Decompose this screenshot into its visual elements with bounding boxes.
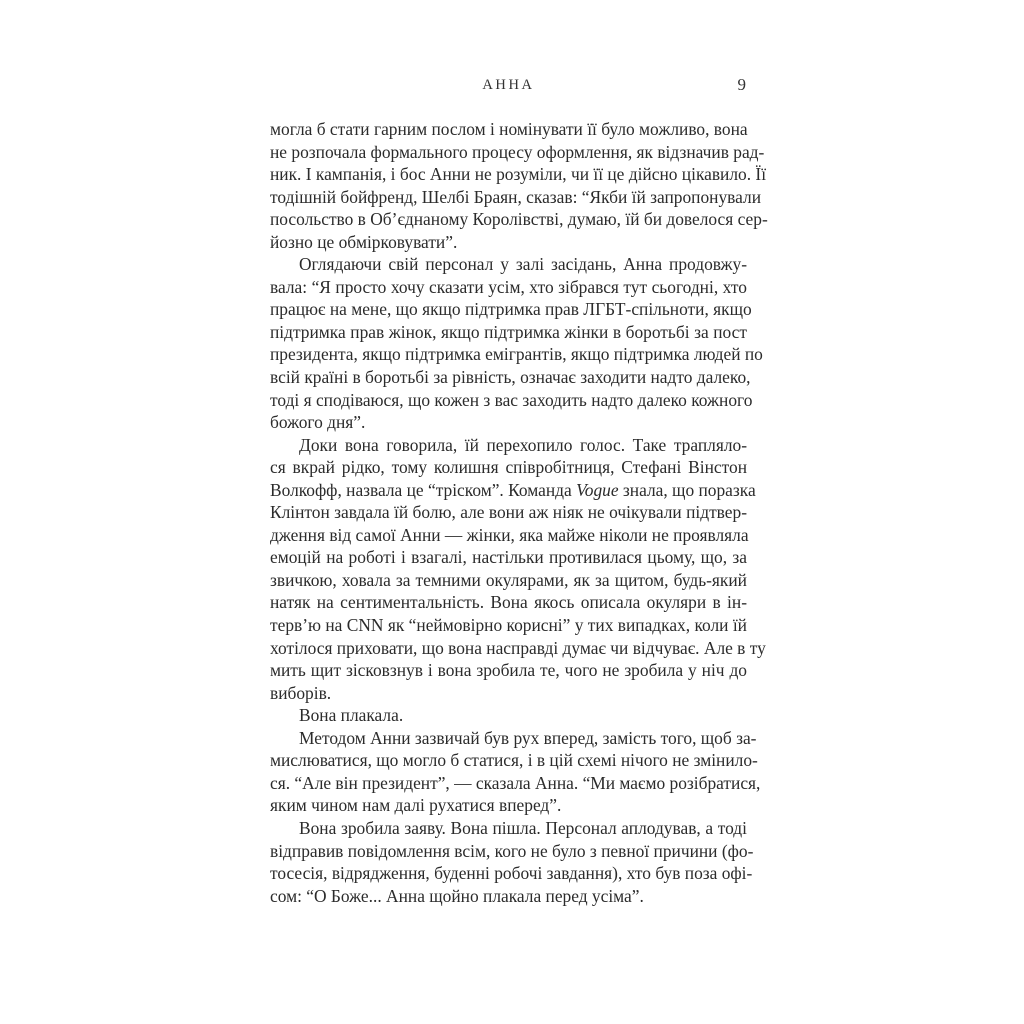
paragraph-first-line: Методом Анни зазвичай був рух вперед, замість того, щоб за- — [299, 727, 757, 748]
text-line: відправив повідомлення всім, кого не було з певної причини (фо- — [270, 840, 754, 861]
text-line: не розпочала формального процесу оформлення, як відзначив рад- — [270, 141, 765, 162]
text-line: тоді я сподіваюся, що кожен з вас заходить надто далеко кожного — [270, 389, 753, 410]
text-line: яким чином нам далі рухатися вперед”. — [270, 795, 562, 816]
text-line: посольство в Об’єднаному Королівстві, думаю, їй би довелося сер- — [270, 209, 768, 230]
running-title: АННА — [482, 77, 535, 93]
page-number: 9 — [737, 75, 746, 94]
text-segment: знала, що поразка — [618, 479, 756, 500]
text-line: тодішній бойфренд, Шелбі Браян, сказав: “Якби їй запропонували — [270, 186, 762, 207]
text-line: емоцій на роботі і взагалі, настільки противилася цьому, що, за — [270, 547, 747, 568]
text-line: ся. “Але він президент”, — сказала Анна. “Ми маємо розібратися, — [270, 772, 761, 793]
text-line: могла б стати гарним послом і номінувати її було можливо, вона — [270, 119, 748, 139]
paragraph-first-line: Доки вона говорила, їй перехопило голос. Таке трапляло- — [299, 434, 747, 455]
text-line: тосесія, відрядження, буденні робочі завдання), хто був поза офі- — [270, 863, 753, 884]
magazine-title-italic: Vogue — [576, 479, 619, 500]
text-line: ник. І кампанія, і бос Анни не розуміли, чи її це дійсно цікавило. Її — [270, 164, 767, 185]
text-line: вала: “Я просто хочу сказати усім, хто зібрався тут сьогодні, хто — [270, 276, 747, 297]
body-text — [270, 118, 768, 907]
text-segment: Волкофф, назвала це “тріском”. Команда — [270, 479, 577, 500]
text-line: звичкою, ховала за темними окулярами, як за щитом, будь-який — [270, 569, 747, 590]
text-line: терв’ю на CNN як “неймовірно корисні” у тих випадках, коли їй — [270, 615, 747, 636]
text-line: всій країні в боротьбі за рівність, означає заходити надто далеко, — [270, 367, 751, 388]
text-line: виборів. — [270, 682, 332, 703]
text-line: підтримка прав жінок, якщо підтримка жінки в боротьбі за пост — [270, 321, 747, 342]
running-head — [270, 75, 747, 97]
text-line: ся вкрай рідко, тому колишня співробітниця, Стефані Вінстон — [270, 457, 747, 478]
text-line: хотілося приховати, що вона насправді думає чи відчуває. Але в ту — [270, 637, 766, 658]
text-line: мить щит зісковзнув і вона зробила те, чого не зробила у ніч до — [270, 660, 747, 681]
paragraph-first-line: Вона плакала. — [299, 705, 404, 726]
text-line: дження від самої Анни — жінки, яка майже ніколи не проявляла — [270, 524, 749, 545]
text-line: мислюватися, що могло б статися, і в цій схемі нічого не змінило- — [270, 750, 758, 771]
paragraph-first-line: Вона зробила заяву. Вона пішла. Персонал аплодував, а тоді — [299, 817, 747, 838]
text-line — [270, 479, 756, 502]
text-line: президента, якщо підтримка емігрантів, якщо підтримка людей по — [270, 344, 763, 365]
text-line: йозно це обмірковувати”. — [270, 231, 458, 252]
text-line: сом: “О Боже... Анна щойно плакала перед усіма”. — [270, 885, 644, 906]
paragraph-first-line: Оглядаючи свій персонал у залі засідань, Анна продовжу- — [299, 254, 747, 275]
text-line: працює на мене, що якщо підтримка прав ЛГБТ-спільноти, якщо — [270, 299, 752, 320]
text-line: натяк на сентиментальність. Вона якось описала окуляри в ін- — [270, 592, 747, 613]
text-line: божого дня”. — [270, 412, 366, 433]
text-line: Клінтон завдала їй болю, але вони аж ніяк не очікували підтвер- — [270, 502, 747, 523]
